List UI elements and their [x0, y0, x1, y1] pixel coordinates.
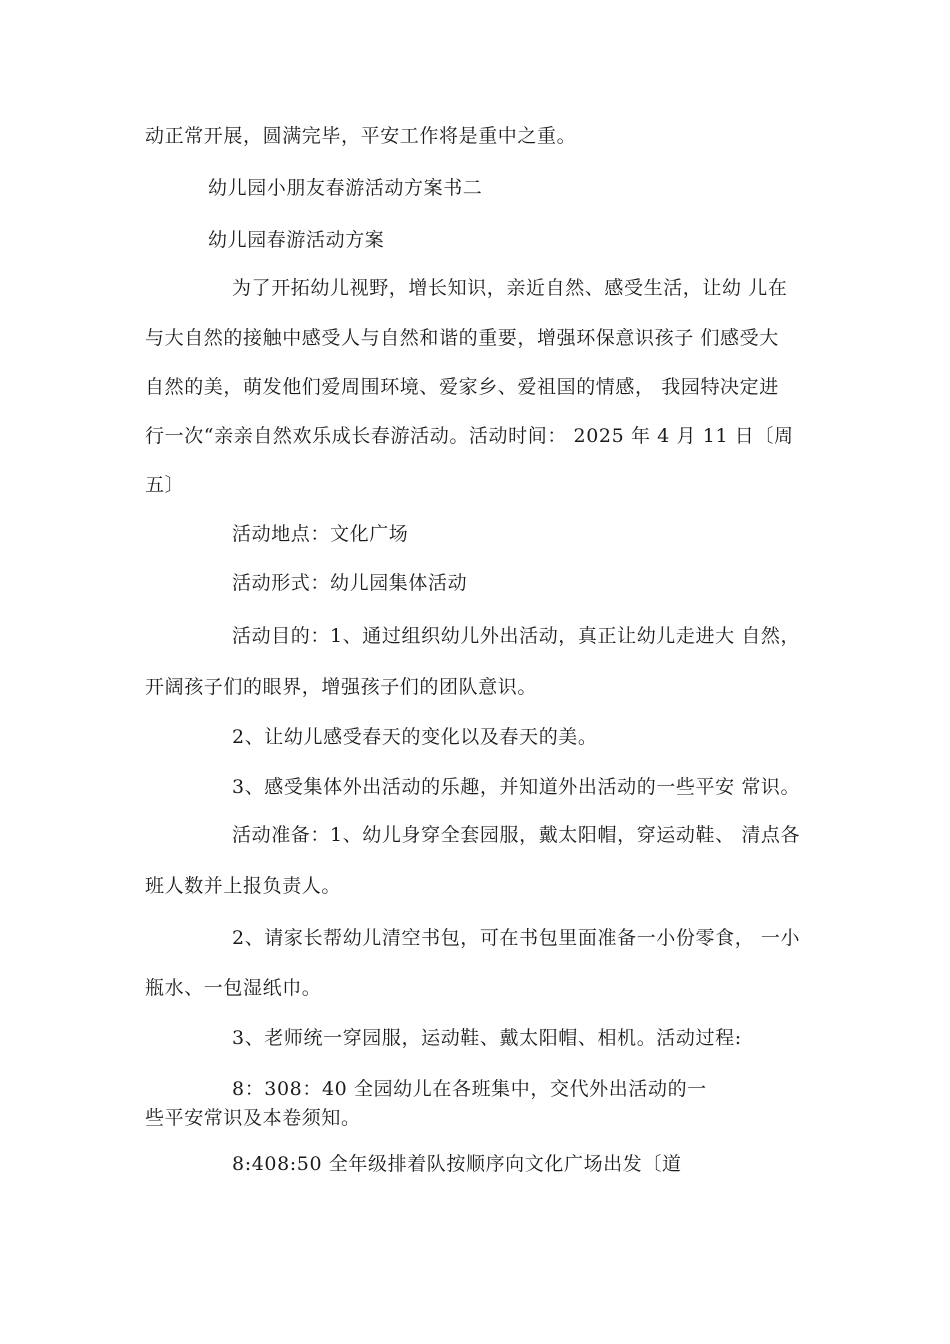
text-line: 五〕	[145, 474, 185, 496]
text-line: 开阔孩子们的眼界，增强孩子们的团队意识。	[145, 676, 538, 698]
text-line: 活动目的：1、通过组织幼儿外出活动，真正让幼儿走进大 自然，	[232, 625, 801, 647]
text-line: 3、感受集体外出活动的乐趣，并知道外出活动的一些平安 常识。	[232, 776, 801, 798]
text-line: 8:408:50 全年级排着队按顺序向文化广场出发〔道	[232, 1153, 682, 1175]
text-line: 与大自然的接触中感受人与自然和谐的重要，增强环保意识孩子 们感受大	[145, 327, 779, 349]
text-line: 2、请家长帮幼儿清空书包，可在书包里面准备一小份零食， 一小	[232, 927, 801, 949]
text-line: 瓶水、一包湿纸巾。	[145, 977, 322, 999]
text-line: 活动准备：1、幼儿身穿全套园服，戴太阳帽，穿运动鞋、 清点各	[232, 824, 801, 846]
text-line: 些平安常识及本卷须知。	[145, 1107, 361, 1129]
text-line: 自然的美，萌发他们爱周围环境、爱家乡、爱祖国的情感， 我园特决定进	[145, 376, 779, 398]
text-line: 动正常开展，圆满完毕，平安工作将是重中之重。	[145, 125, 577, 147]
text-line: 班人数并上报负责人。	[145, 875, 342, 897]
text-line: 活动地点：文化广场	[232, 523, 409, 545]
text-line: 2、让幼儿感受春天的变化以及春天的美。	[232, 726, 598, 748]
text-line: 3、老师统一穿园服，运动鞋、戴太阳帽、相机。活动过程:	[232, 1027, 742, 1049]
section-heading: 幼儿园小朋友春游活动方案书二	[208, 177, 483, 199]
text-line: 活动形式：幼儿园集体活动	[232, 572, 468, 594]
text-line: 行一次“亲亲自然欢乐成长春游活动。活动时间： 2025 年 4 月 11 日〔周	[145, 425, 794, 447]
text-line: 为了开拓幼儿视野，增长知识，亲近自然、感受生活，让幼 儿在	[232, 277, 788, 299]
text-line: 8：308：40 全园幼儿在各班集中，交代外出活动的一	[232, 1078, 707, 1100]
document-title: 幼儿园春游活动方案	[208, 229, 385, 251]
